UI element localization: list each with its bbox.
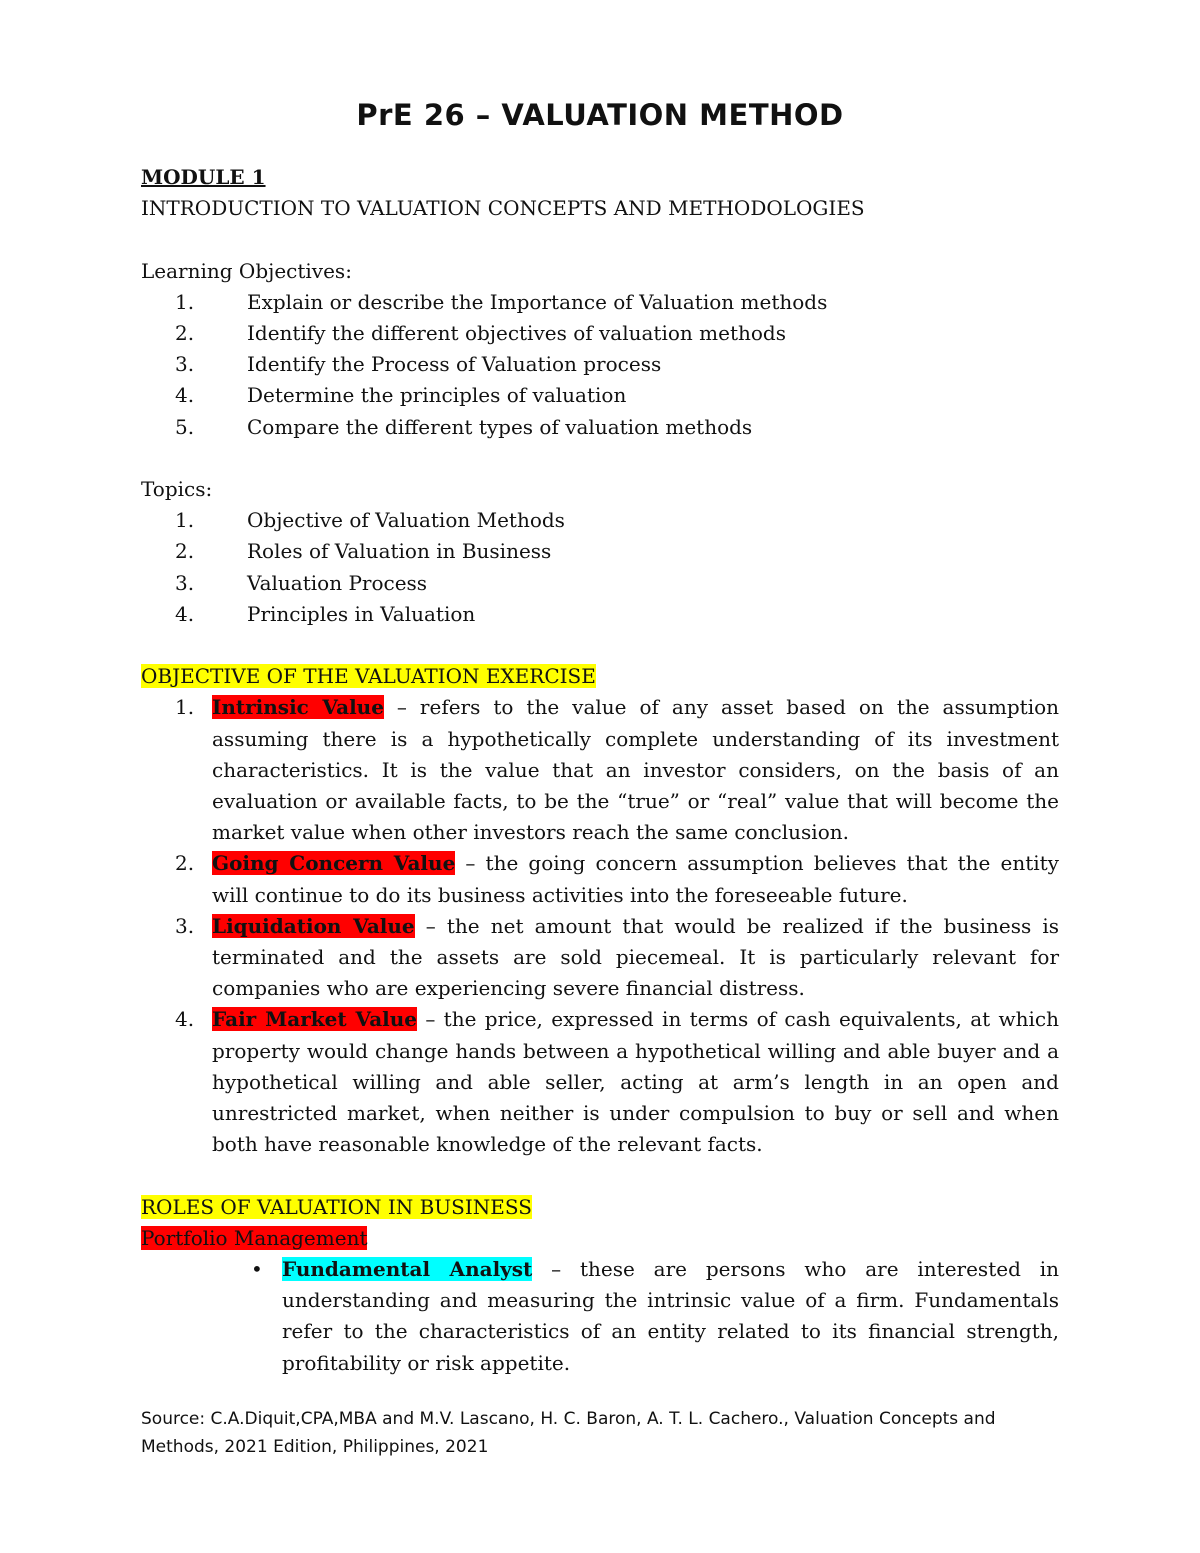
objective-section-heading: OBJECTIVE OF THE VALUATION EXERCISE: [141, 664, 596, 689]
term-highlight: Going Concern Value: [212, 851, 456, 876]
list-item: 1. Objective of Valuation Methods: [175, 508, 565, 533]
document-body: [141, 162, 1059, 1379]
definition-item: 3. Liquidation Value – the net amount that would be realized if the business is terminated and the assets are sold piecemeal. It is particularly relevant for companies who are experiencing severe financial distress.: [175, 913, 1060, 1001]
topics-list: [141, 505, 1059, 630]
source-footer: Source: C.A.Diquit,CPA,MBA and M.V. Lascano, H. C. Baron, A. T. L. Cachero., Valuation Concepts and Methods, 2021 Edition, Philippines, 2021: [141, 1409, 996, 1457]
topics-heading: Topics:: [141, 477, 213, 501]
term-highlight: Fair Market Value: [212, 1007, 418, 1032]
list-item: 2. Identify the different objectives of valuation methods: [175, 321, 786, 345]
bullet-icon: •: [251, 1257, 263, 1282]
roles-bullet-list: [141, 1254, 1059, 1379]
list-item: 5. Compare the different types of valuation methods: [175, 414, 753, 439]
term-highlight: Intrinsic Value: [212, 695, 384, 720]
term-highlight: Fundamental Analyst: [282, 1257, 533, 1282]
module-subtitle: INTRODUCTION TO VALUATION CONCEPTS AND METHODOLOGIES: [141, 196, 865, 221]
list-item: 1. Explain or describe the Importance of Valuation methods: [175, 289, 828, 314]
list-item: 3. Identify the Process of Valuation process: [175, 352, 662, 377]
list-item: 4. Determine the principles of valuation: [175, 383, 627, 408]
objective-definitions-list: [141, 692, 1059, 1160]
document-title: PrE 26 – VALUATION METHOD: [356, 98, 844, 132]
portfolio-management-subheading: Portfolio Management: [141, 1225, 368, 1250]
term-highlight: Liquidation Value: [212, 913, 415, 938]
definition-item: 1. Intrinsic Value – refers to the value of any asset based on the assumption assuming there is a hypothetically complete understanding of its investment characteristics. It is the value that an investor considers, on the basis of an evaluation or available facts, to be the “true” or “real” value that will become the market value when other investors reach the same conclusion.: [175, 695, 1060, 845]
list-item: 3. Valuation Process: [175, 570, 428, 595]
module-label: MODULE 1: [141, 165, 266, 189]
definition-item: 2. Going Concern Value – the going concern assumption believes that the entity will continue to do its business activities into the foreseeable future.: [175, 851, 1059, 907]
list-item: 2. Roles of Valuation in Business: [175, 539, 552, 564]
list-item: 4. Principles in Valuation: [175, 601, 476, 626]
learning-objectives-list: [141, 287, 1059, 443]
learning-objectives-heading: Learning Objectives:: [141, 258, 352, 283]
definition-item: 4. Fair Market Value – the price, expressed in terms of cash equivalents, at which property would change hands between a hypothetical willing and able buyer and a hypothetical willing and able seller, acting at arm’s length in an open and unrestricted market, when neither is under compulsion to buy or sell and when both have reasonable knowledge of the relevant facts.: [175, 1007, 1059, 1157]
list-item: • Fundamental Analyst – these are persons who are interested in understanding and measuring the intrinsic value of a firm. Fundamentals refer to the characteristics of an entity related to its financial strength, profitability or risk appetite.: [141, 1254, 1059, 1379]
roles-section-heading: ROLES OF VALUATION IN BUSINESS: [141, 1194, 532, 1219]
